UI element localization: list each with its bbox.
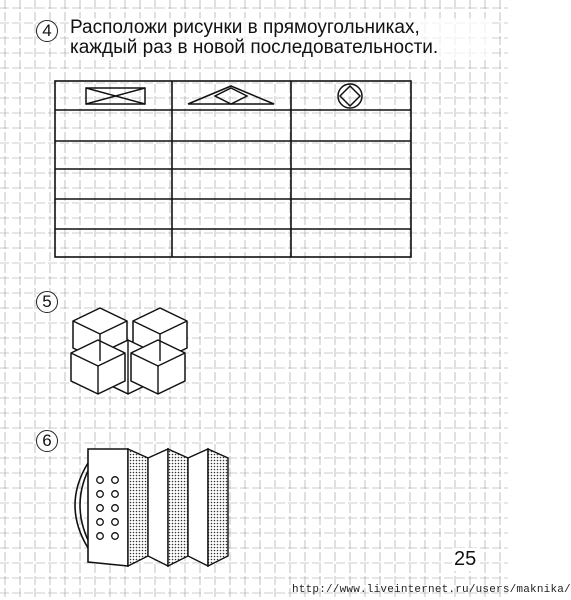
task-5-number: 5 xyxy=(36,291,58,313)
page-number: 25 xyxy=(454,548,477,570)
instruction-line-1: Расположи рисунки в прямоугольниках, xyxy=(70,17,420,38)
task-6-number: 6 xyxy=(36,430,58,452)
watermark-url: http://www.liveinternet.ru/users/maknika/ xyxy=(292,584,571,596)
instruction-line-2: каждый раз в новой последовательности. xyxy=(70,37,439,58)
task-4-number: 4 xyxy=(36,20,58,42)
